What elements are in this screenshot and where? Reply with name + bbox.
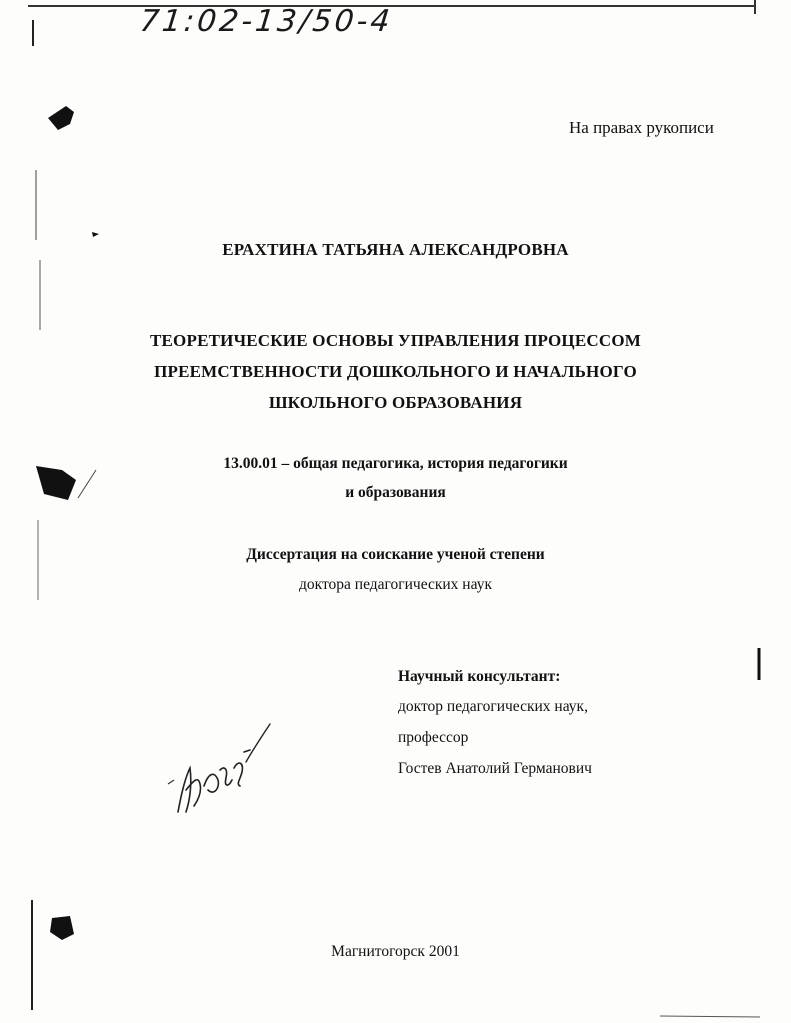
consultant-line: доктор педагогических наук, bbox=[398, 698, 588, 715]
specialty-line: и образования bbox=[345, 484, 446, 501]
archive-number: 71:02-13/50-4 bbox=[138, 4, 395, 39]
consultant-label: Научный консультант: bbox=[398, 668, 561, 685]
degree-line: доктора педагогических наук bbox=[299, 576, 492, 593]
place-year: Магнитогорск 2001 bbox=[331, 943, 460, 960]
thesis-title-line: ПРЕЕМСТВЕННОСТИ ДОШКОЛЬНОГО И НАЧАЛЬНОГО bbox=[154, 362, 637, 381]
consultant-line: профессор bbox=[398, 729, 469, 746]
consultant-line: Гостев Анатолий Германович bbox=[398, 760, 592, 777]
specialty-line: 13.00.01 – общая педагогика, история педагогики bbox=[223, 455, 568, 472]
thesis-title-line: ТЕОРЕТИЧЕСКИЕ ОСНОВЫ УПРАВЛЕНИЯ ПРОЦЕССОМ bbox=[149, 331, 642, 350]
manuscript-note: На правах рукописи bbox=[569, 118, 714, 137]
thesis-title-line: ШКОЛЬНОГО ОБРАЗОВАНИЯ bbox=[268, 393, 523, 412]
degree-line: Диссертация на соискание ученой степени bbox=[246, 546, 545, 563]
author-name: ЕРАХТИНА ТАТЬЯНА АЛЕКСАНДРОВНА bbox=[222, 240, 569, 259]
